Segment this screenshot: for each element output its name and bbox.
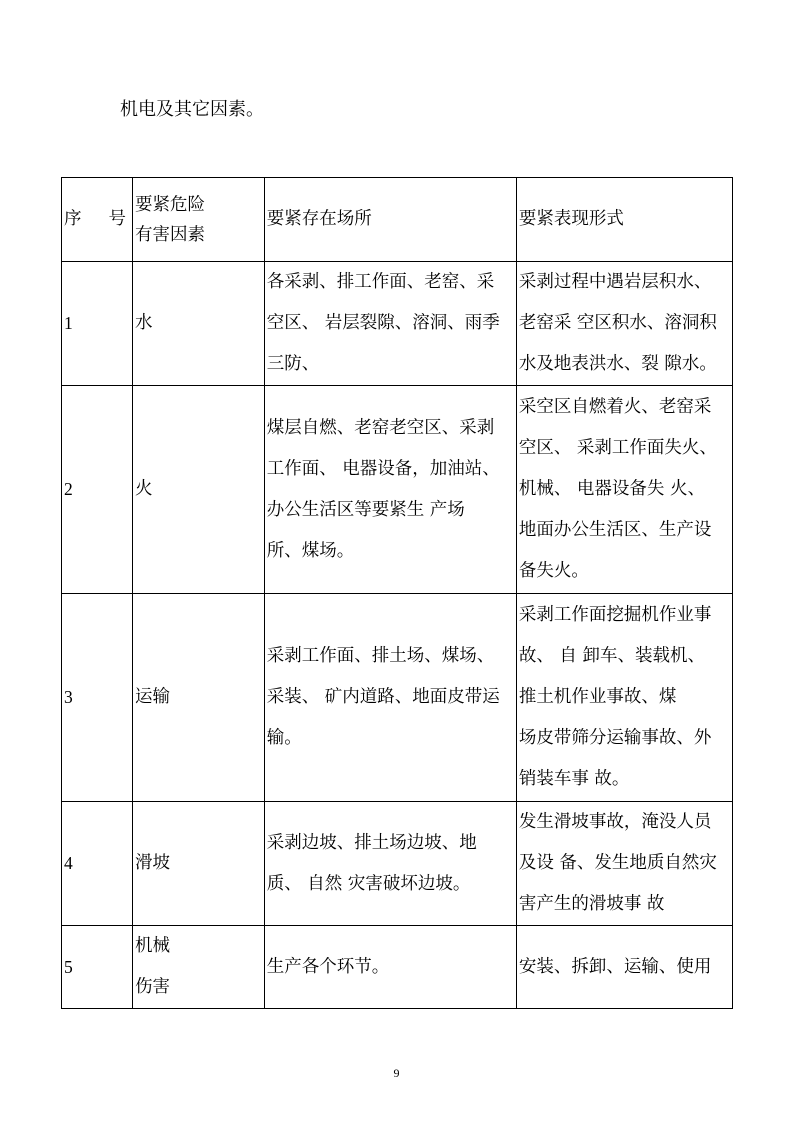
row-location-line: 工作面、 电器设备，加油站、 — [266, 458, 500, 479]
row-factor — [133, 262, 265, 386]
row-number: 1 — [62, 262, 133, 386]
row-location — [264, 386, 516, 594]
row-location-line: 采剥工作面、排土场、煤场、 — [266, 646, 495, 666]
row-location — [264, 802, 516, 926]
row-form-line: 销装车事 故。 — [518, 769, 630, 789]
row-factor-line: 水 — [135, 313, 153, 333]
row-form-line: 及设 备、发生地质自然灾 — [518, 853, 717, 873]
row-number: 2 — [62, 386, 133, 594]
row-form-line: 备失火。 — [518, 561, 589, 581]
row-form-line: 采剥过程中遇岩层积水、 — [518, 272, 712, 292]
row-form-line: 害产生的滑坡事 故 — [518, 894, 665, 914]
table-header-row — [62, 178, 733, 262]
row-location-line: 各采剥、排工作面、老窑、采 — [266, 272, 495, 292]
row-factor-line: 机械 — [135, 936, 170, 956]
row-factor — [133, 386, 265, 594]
row-location-line: 生产各个环节。 — [266, 956, 390, 977]
row-form-line: 故、 自 卸车、装载机、 — [518, 646, 705, 666]
page-number: 9 — [393, 1066, 400, 1080]
row-form-line: 老窑采 空区积水、溶洞积 — [518, 313, 717, 333]
table-row — [62, 926, 733, 1009]
table-row — [62, 386, 733, 594]
row-factor-line: 火 — [135, 479, 153, 499]
row-form — [516, 926, 732, 1009]
table-row — [62, 594, 733, 802]
header-factor-line: 有害因素 — [135, 224, 205, 245]
row-factor — [133, 594, 265, 802]
row-form-line: 安装、拆卸、运输、使用 — [518, 956, 712, 977]
row-factor-line: 伤害 — [135, 977, 170, 997]
row-factor-line: 运输 — [135, 687, 170, 707]
row-location — [264, 594, 516, 802]
header-form: 要紧表现形式 — [516, 178, 732, 262]
row-form-line: 地面办公生活区、生产设 — [518, 520, 712, 540]
row-location — [264, 926, 516, 1009]
row-form-line: 推土机作业事故、煤 — [518, 687, 677, 707]
header-seq — [62, 178, 133, 262]
row-form — [516, 262, 732, 386]
row-form-line: 空区、 采剥工作面失火、 — [518, 438, 717, 458]
header-seq-char-2: 号 — [108, 209, 126, 229]
row-location-line: 质、 自然 灾害破坏边坡。 — [266, 873, 471, 894]
table-row — [62, 262, 733, 386]
intro-text: 机电及其它因素。 — [120, 99, 264, 120]
row-factor-line: 滑坡 — [135, 853, 170, 873]
row-form-line: 水及地表洪水、裂 隙水。 — [518, 354, 717, 374]
row-location — [264, 262, 516, 386]
row-factor — [133, 802, 265, 926]
row-number: 5 — [62, 926, 133, 1009]
row-location-line: 采剥边坡、排土场边坡、地 — [266, 832, 477, 853]
row-form — [516, 594, 732, 802]
hazard-table — [61, 177, 733, 1009]
row-location-line: 空区、 岩层裂隙、溶洞、雨季 — [266, 313, 500, 333]
row-number: 4 — [62, 802, 133, 926]
row-location-line: 采装、 矿内道路、地面皮带运 — [266, 687, 500, 707]
row-location-line: 输。 — [266, 728, 302, 748]
header-seq-char-1: 序 — [64, 209, 82, 229]
row-form-line: 发生滑坡事故，淹没人员 — [518, 812, 712, 832]
header-factor — [133, 178, 265, 262]
row-form-line: 采剥工作面挖掘机作业事 — [518, 605, 712, 625]
row-form — [516, 386, 732, 594]
row-form — [516, 802, 732, 926]
header-factor-line: 要紧危险 — [135, 194, 205, 215]
row-factor — [133, 926, 265, 1009]
row-form-line: 采空区自燃着火、老窑采 — [518, 397, 712, 417]
row-location-line: 所、煤场。 — [266, 540, 355, 561]
row-location-line: 煤层自燃、老窑老空区、采剥 — [266, 417, 495, 438]
table-row — [62, 802, 733, 926]
row-number: 3 — [62, 594, 133, 802]
row-location-line: 三防、 — [266, 354, 320, 374]
header-location: 要紧存在场所 — [264, 178, 516, 262]
row-location-line: 办公生活区等要紧生 产场 — [266, 499, 465, 520]
row-form-line: 机械、 电器设备失 火、 — [518, 479, 705, 499]
row-form-line: 场皮带筛分运输事故、外 — [518, 728, 712, 748]
